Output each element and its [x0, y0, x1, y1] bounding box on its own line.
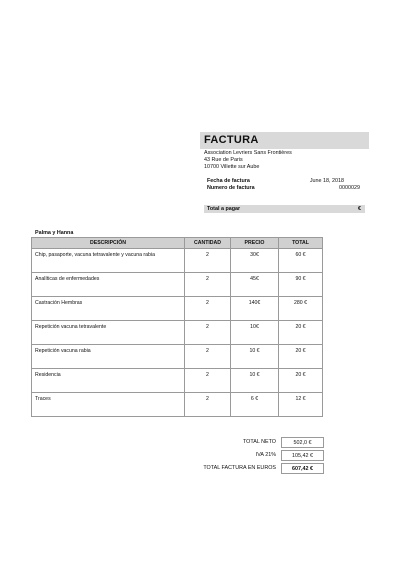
cell-description: Repetición vacuna tetravalente — [32, 321, 185, 333]
cell-price: 6 € — [231, 393, 279, 405]
table-row — [32, 345, 323, 357]
cell-qty: 2 — [185, 297, 231, 309]
net-total-value: 502,0 € — [281, 437, 324, 448]
issuer-name: Association Levriers Sans Frontières — [204, 150, 292, 156]
empty-cell — [231, 357, 279, 369]
empty-cell — [32, 309, 185, 321]
table-row — [32, 297, 323, 309]
empty-cell — [185, 333, 231, 345]
header-quantity: CANTIDAD — [185, 238, 231, 249]
cell-qty: 2 — [185, 321, 231, 333]
cell-qty: 2 — [185, 273, 231, 285]
cell-qty: 2 — [185, 369, 231, 381]
issuer-city: 10700 Villette sur Aube — [204, 164, 260, 171]
cell-price: 45€ — [231, 273, 279, 285]
amount-due-label: Total a pagar — [207, 206, 241, 212]
empty-cell — [185, 285, 231, 297]
table-header-row — [32, 238, 323, 249]
cell-description: Castración Hembras — [32, 297, 185, 309]
table-row — [32, 273, 323, 285]
cell-description: Analíticas de enfermedades — [32, 273, 185, 285]
table-row — [32, 369, 323, 381]
cell-price: 10 € — [231, 345, 279, 357]
grand-total-label: TOTAL FACTURA EN EUROS — [203, 465, 276, 471]
empty-cell — [32, 333, 185, 345]
cell-description: Repetición vacuna rabia — [32, 345, 185, 357]
vat-label: IVA 21% — [255, 452, 276, 458]
cell-total: 60 € — [279, 249, 323, 261]
table-row — [32, 393, 323, 405]
empty-cell — [231, 405, 279, 417]
net-total-label: TOTAL NETO — [242, 439, 276, 445]
table-spacer-row — [32, 309, 323, 321]
empty-cell — [185, 309, 231, 321]
cell-description: Chip, pasaporte, vacuna tetravalente y vacuna rabia — [32, 249, 185, 261]
empty-cell — [185, 261, 231, 273]
cell-total: 90 € — [279, 273, 323, 285]
table-spacer-row — [32, 357, 323, 369]
cell-price: 10 € — [231, 369, 279, 381]
vat-value: 105,42 € — [281, 450, 324, 461]
empty-cell — [231, 285, 279, 297]
empty-cell — [279, 333, 323, 345]
empty-cell — [32, 405, 185, 417]
cell-price: 10€ — [231, 321, 279, 333]
empty-cell — [185, 357, 231, 369]
grand-total-value: 607,42 € — [281, 463, 324, 474]
cell-total: 12 € — [279, 393, 323, 405]
empty-cell — [279, 381, 323, 393]
cell-total: 20 € — [279, 321, 323, 333]
table-row — [32, 321, 323, 333]
empty-cell — [231, 309, 279, 321]
cell-description: Residencia — [32, 369, 185, 381]
empty-cell — [279, 309, 323, 321]
invoice-title: FACTURA — [204, 134, 259, 146]
invoice-number-value: 0000029 — [339, 185, 360, 191]
table-spacer-row — [32, 261, 323, 273]
issuer-street: 43 Rue de Paris — [204, 157, 243, 164]
invoice-number-label: Numero de factura — [207, 185, 255, 191]
empty-cell — [185, 405, 231, 417]
cell-qty: 2 — [185, 393, 231, 405]
empty-cell — [231, 261, 279, 273]
client-name: Palma y Hanna — [35, 230, 74, 236]
empty-cell — [32, 381, 185, 393]
empty-cell — [32, 285, 185, 297]
header-total: TOTAL — [279, 238, 323, 249]
table-spacer-row — [32, 405, 323, 417]
cell-total: 280 € — [279, 297, 323, 309]
empty-cell — [185, 381, 231, 393]
amount-due-currency: € — [358, 206, 361, 212]
issuer-address — [204, 150, 292, 172]
table-spacer-row — [32, 333, 323, 345]
table-row — [32, 249, 323, 261]
cell-total: 20 € — [279, 345, 323, 357]
table-spacer-row — [32, 381, 323, 393]
empty-cell — [279, 285, 323, 297]
empty-cell — [279, 261, 323, 273]
cell-qty: 2 — [185, 249, 231, 261]
empty-cell — [279, 357, 323, 369]
table-spacer-row — [32, 285, 323, 297]
invoice-date-label: Fecha de factura — [207, 178, 250, 184]
cell-price: 140€ — [231, 297, 279, 309]
empty-cell — [279, 405, 323, 417]
empty-cell — [231, 381, 279, 393]
cell-description: Traces — [32, 393, 185, 405]
cell-price: 30€ — [231, 249, 279, 261]
empty-cell — [231, 333, 279, 345]
header-price: PRECIO — [231, 238, 279, 249]
empty-cell — [32, 261, 185, 273]
cell-total: 20 € — [279, 369, 323, 381]
empty-cell — [32, 357, 185, 369]
header-description: DESCRIPCIÓN — [32, 238, 185, 249]
invoice-date-value: June 18, 2018 — [309, 178, 344, 184]
cell-qty: 2 — [185, 345, 231, 357]
invoice-items-table — [31, 237, 323, 417]
